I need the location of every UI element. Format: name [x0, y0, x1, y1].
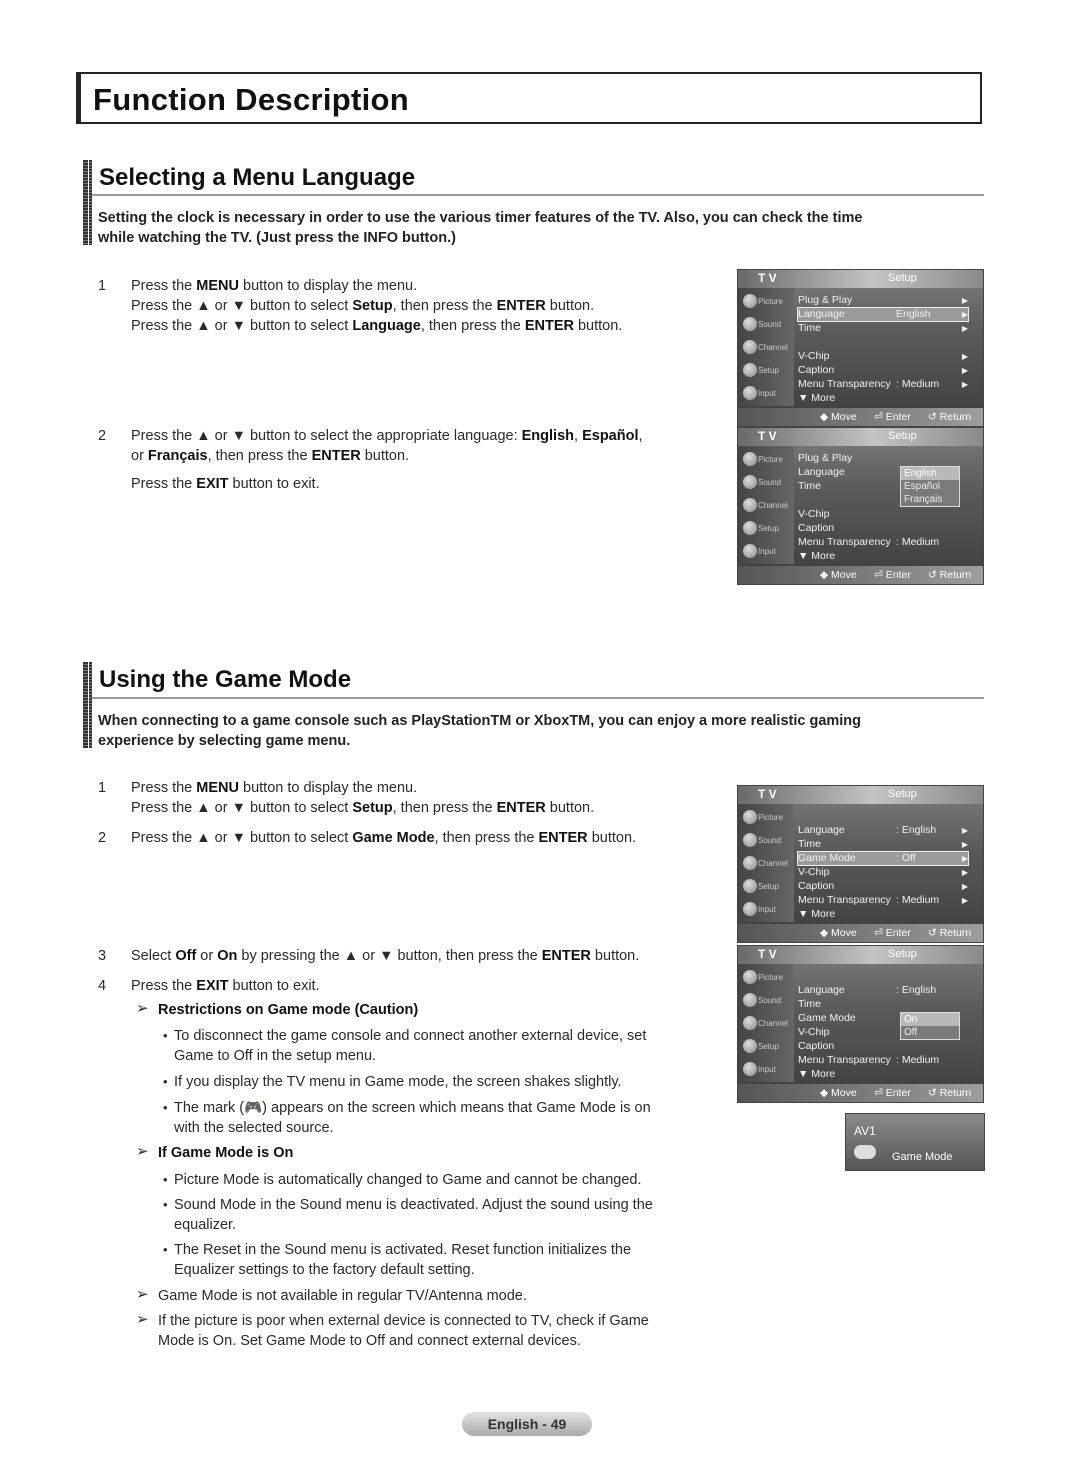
menu-category-label: Picture [758, 973, 783, 982]
menu-category-label: Sound [758, 996, 782, 1005]
bullet-icon: • [163, 1074, 168, 1089]
bold-term: English [521, 428, 575, 444]
menu-row-value: : Medium [896, 536, 940, 548]
menu-row-label: Plug & Play [798, 452, 853, 464]
footer-enter-hint: ⏎ Enter [874, 927, 911, 939]
menu-row-value: : English [896, 984, 937, 996]
menu-row-label: Time [798, 998, 821, 1010]
menu-category-icon [743, 993, 757, 1007]
section-bar-inner [89, 160, 92, 245]
menu-row[interactable] [798, 894, 968, 907]
intro-line: while watching the TV. (Just press the INFO button.) [98, 230, 456, 246]
menu-category-label: Input [758, 1065, 776, 1074]
menu-row-label: Plug & Play [798, 294, 853, 306]
menu-row[interactable] [798, 392, 968, 405]
footer-return-hint: ↺ Return [928, 411, 972, 423]
note-text [158, 1000, 418, 1020]
menu-row-label: ▼ More [798, 550, 836, 562]
bold-term: Setup [352, 298, 393, 314]
note-line: If the picture is poor when external device is connected to TV, check if Game [158, 1313, 649, 1329]
menu-row-label: Language [798, 308, 845, 320]
menu-row-label: Time [798, 480, 821, 492]
menu-row[interactable] [798, 294, 968, 307]
step-number: 2 [98, 830, 107, 846]
step-line: Press the ▲ or ▼ button to select Setup, then press the ENTER button. [131, 800, 595, 816]
menu-category-label: Setup [758, 1042, 779, 1051]
menu-title: Setup [888, 430, 917, 442]
chevron-right-icon: ▶ [961, 324, 968, 333]
menu-row-label: Menu Transparency [798, 378, 891, 390]
badge-source: AV1 [854, 1124, 876, 1138]
bold-term: MENU [196, 780, 239, 796]
bullet-line: The Reset in the Sound menu is activated. Reset function initializes the [174, 1242, 632, 1258]
menu-row-label: Time [798, 838, 821, 850]
menu-category-label: Picture [758, 813, 783, 822]
menu-category-icon [743, 856, 757, 870]
menu-row-value: : English [896, 824, 937, 836]
tv-menu-panel [737, 269, 984, 427]
bullet-icon: • [163, 1100, 168, 1115]
menu-tv-label: T V [758, 787, 777, 801]
menu-row[interactable] [798, 1054, 968, 1067]
step-number: 1 [98, 278, 107, 294]
bullet-text [174, 1170, 642, 1190]
bullet-line: If you display the TV menu in Game mode, the screen shakes slightly. [174, 1074, 622, 1090]
step-number: 3 [98, 948, 107, 964]
menu-row[interactable] [798, 536, 968, 549]
menu-category-label: Input [758, 389, 776, 398]
page-header [76, 72, 982, 124]
menu-option[interactable]: English [901, 467, 959, 480]
menu-row[interactable] [798, 308, 968, 321]
menu-footer [738, 1084, 983, 1102]
intro-line: experience by selecting game menu. [98, 733, 351, 749]
bullet-icon: • [163, 1028, 168, 1043]
bullet-text [174, 1240, 631, 1280]
footer-move-hint: ◆ Move [820, 1087, 857, 1099]
menu-category-icon [743, 1039, 757, 1053]
bullet-icon: • [163, 1172, 168, 1187]
footer-return-hint: ↺ Return [928, 927, 972, 939]
menu-title: Setup [888, 272, 917, 284]
bullet-line: Game to Off in the setup menu. [174, 1048, 377, 1064]
bullet-icon: • [163, 1242, 168, 1257]
bold-term: Language [352, 318, 421, 334]
bold-term: ENTER [311, 448, 361, 464]
step-body [131, 426, 643, 494]
footer-return-hint: ↺ Return [928, 569, 972, 581]
menu-category-icon [743, 833, 757, 847]
menu-row-label: V-Chip [798, 508, 830, 520]
menu-row[interactable] [798, 336, 968, 349]
section-bar-inner [89, 662, 92, 748]
menu-row[interactable] [798, 322, 968, 335]
step-line: Press the ▲ or ▼ button to select Setup, then press the ENTER button. [131, 298, 595, 314]
menu-category-label: Input [758, 547, 776, 556]
bold-term: Español [582, 428, 639, 444]
menu-footer [738, 408, 983, 426]
menu-row-value: : Off [896, 852, 916, 864]
note-text [158, 1286, 527, 1306]
menu-tv-label: T V [758, 429, 777, 443]
menu-category-label: Picture [758, 455, 783, 464]
footer-enter-hint: ⏎ Enter [874, 1087, 911, 1099]
arrow-icon: ➢ [136, 1143, 149, 1160]
menu-footer [738, 566, 983, 584]
bullet-line: Picture Mode is automatically changed to Game and cannot be changed. [174, 1172, 642, 1188]
bold-term: Français [147, 448, 208, 464]
chevron-right-icon: ▶ [961, 352, 968, 361]
menu-row-label: Caption [798, 1040, 835, 1052]
section-title-language: Selecting a Menu Language [99, 164, 416, 191]
bold-term: ENTER [541, 948, 591, 964]
menu-option-popup [900, 1012, 960, 1040]
bullet-line: Sound Mode in the Sound menu is deactivated. Adjust the sound using the [174, 1197, 653, 1213]
step-body [131, 828, 636, 848]
step-line: Select Off or On by pressing the ▲ or ▼ button, then press the ENTER button. [131, 948, 640, 964]
menu-row-label: Game Mode [798, 1012, 856, 1024]
menu-row[interactable] [798, 364, 968, 377]
menu-category-label: Setup [758, 882, 779, 891]
menu-row-label: Caption [798, 364, 835, 376]
menu-tv-label: T V [758, 947, 777, 961]
menu-row[interactable] [798, 452, 968, 465]
bullet-icon: • [163, 1197, 168, 1212]
step-body [131, 778, 594, 818]
menu-option[interactable]: Español [904, 481, 941, 492]
footer-return-hint: ↺ Return [928, 1087, 972, 1099]
menu-row[interactable] [798, 998, 968, 1011]
menu-category-label: Sound [758, 478, 782, 487]
step-body [131, 976, 320, 996]
note-text [158, 1143, 293, 1163]
bold-term: ENTER [496, 800, 546, 816]
note-line: Mode is On. Set Game Mode to Off and connect external devices. [158, 1333, 581, 1349]
menu-footer [738, 924, 983, 942]
bold-term: ENTER [524, 318, 574, 334]
bullet-text [174, 1098, 651, 1138]
footer-move-hint: ◆ Move [820, 569, 857, 581]
menu-category-icon [743, 902, 757, 916]
menu-category-icon [743, 475, 757, 489]
menu-row[interactable] [798, 1040, 968, 1053]
menu-row[interactable] [798, 508, 968, 521]
bold-term: ENTER [538, 830, 588, 846]
menu-category-icon [743, 386, 757, 400]
menu-category-icon [743, 970, 757, 984]
menu-option[interactable]: On [901, 1013, 959, 1026]
section-intro-game-mode [98, 711, 978, 751]
bullet-line: Equalizer settings to the factory default setting. [174, 1262, 475, 1278]
step-line: or Français, then press the ENTER button. [131, 448, 410, 464]
menu-option[interactable]: Off [904, 1027, 918, 1038]
menu-sidebar [738, 288, 794, 406]
bold-term: MENU [196, 278, 239, 294]
chevron-right-icon: ▶ [961, 840, 968, 849]
bold-term: Off [175, 948, 197, 964]
bold-term: EXIT [196, 476, 229, 492]
gamepad-icon [854, 1145, 876, 1159]
chevron-right-icon: ▶ [961, 896, 968, 905]
note-line: If Game Mode is On [158, 1145, 294, 1161]
bold-term: Game Mode [352, 830, 435, 846]
menu-row-value: : Medium [896, 378, 940, 390]
footer-move-hint: ◆ Move [820, 411, 857, 423]
chevron-right-icon: ▶ [961, 882, 968, 891]
menu-sidebar [738, 964, 794, 1082]
menu-row-label: ▼ More [798, 908, 836, 920]
section-title-game-mode: Using the Game Mode [99, 666, 352, 693]
menu-row[interactable] [798, 970, 968, 983]
menu-row-label: ▼ More [798, 1068, 836, 1080]
menu-header [738, 786, 983, 804]
note-line: Restrictions on Game mode (Caution) [158, 1002, 419, 1018]
menu-row[interactable] [798, 984, 968, 997]
menu-sidebar [738, 804, 794, 922]
menu-category-label: Channel [758, 343, 788, 352]
menu-row-label: V-Chip [798, 866, 830, 878]
footer-enter-hint: ⏎ Enter [874, 569, 911, 581]
section-rule [92, 697, 984, 699]
intro-line: Setting the clock is necessary in order to use the various timer features of the TV. Also, you can check the time [98, 210, 863, 226]
menu-row-label: Caption [798, 880, 835, 892]
arrow-icon: ➢ [136, 1311, 149, 1328]
menu-category-icon [743, 452, 757, 466]
menu-row[interactable] [798, 824, 968, 837]
menu-category-label: Channel [758, 501, 788, 510]
intro-line: When connecting to a game console such as PlayStationTM or XboxTM, you can enjoy a more realistic gaming [98, 713, 862, 729]
menu-category-label: Picture [758, 297, 783, 306]
arrow-icon: ➢ [136, 1000, 149, 1017]
step-line: Press the EXIT button to exit. [131, 476, 320, 492]
menu-category-icon [743, 498, 757, 512]
menu-row-label: Menu Transparency [798, 536, 891, 548]
menu-row[interactable] [798, 378, 968, 391]
step-body [131, 276, 622, 336]
menu-row[interactable] [798, 1068, 968, 1081]
step-number: 1 [98, 780, 107, 796]
step-line: Press the ▲ or ▼ button to select Game Mode, then press the ENTER button. [131, 830, 637, 846]
bullet-text [174, 1195, 653, 1235]
menu-row-value: : Medium [896, 894, 940, 906]
menu-category-icon [743, 810, 757, 824]
menu-row-label: Language [798, 466, 845, 478]
menu-category-label: Channel [758, 1019, 788, 1028]
menu-row-label: Caption [798, 522, 835, 534]
menu-row-label: V-Chip [798, 350, 830, 362]
step-body [131, 946, 639, 966]
section-intro-language [98, 208, 978, 248]
footer-move-hint: ◆ Move [820, 927, 857, 939]
arrow-icon: ➢ [136, 1286, 149, 1303]
menu-category-icon [743, 1062, 757, 1076]
note-line: Game Mode is not available in regular TV/Antenna mode. [158, 1288, 527, 1304]
tv-menu-panel [737, 427, 984, 585]
chevron-right-icon: ▶ [961, 868, 968, 877]
menu-category-label: Channel [758, 859, 788, 868]
menu-row[interactable] [798, 880, 968, 893]
menu-category-icon [743, 363, 757, 377]
note-text [158, 1311, 649, 1351]
menu-header [738, 428, 983, 446]
chevron-right-icon: ▶ [961, 826, 968, 835]
menu-sidebar [738, 446, 794, 564]
menu-title: Setup [888, 788, 917, 800]
menu-tv-label: T V [758, 271, 777, 285]
step-number: 2 [98, 428, 107, 444]
bullet-line: The mark (🎮) appears on the screen which means that Game Mode is on [174, 1100, 651, 1116]
menu-option[interactable]: Français [904, 494, 943, 505]
section-bar [83, 160, 88, 245]
menu-category-label: Input [758, 905, 776, 914]
menu-category-label: Setup [758, 524, 779, 533]
menu-row-value: : Medium [896, 1054, 940, 1066]
bullet-text [174, 1026, 646, 1066]
menu-category-icon [743, 317, 757, 331]
menu-row-label: Menu Transparency [798, 1054, 891, 1066]
menu-row-label: Language [798, 824, 845, 836]
menu-header [738, 270, 983, 288]
game-mode-badge [845, 1113, 985, 1171]
menu-row[interactable] [798, 838, 968, 851]
section-rule [92, 194, 984, 196]
section-bar [83, 662, 88, 748]
step-line: Press the MENU button to display the menu. [131, 780, 418, 796]
step-line: Press the ▲ or ▼ button to select the appropriate language: English, Español, [131, 428, 643, 444]
menu-row[interactable] [798, 550, 968, 563]
bullet-text [174, 1072, 622, 1092]
bullet-line: with the selected source. [174, 1120, 334, 1136]
bullet-line: To disconnect the game console and connect another external device, set [174, 1028, 647, 1044]
step-line [131, 466, 643, 474]
menu-row-label: V-Chip [798, 1026, 830, 1038]
menu-row[interactable] [798, 810, 968, 823]
menu-category-icon [743, 879, 757, 893]
badge-label: Game Mode [892, 1151, 953, 1163]
bold-term: Setup [352, 800, 393, 816]
menu-category-icon [743, 544, 757, 558]
menu-row-label: Time [798, 322, 821, 334]
chevron-right-icon: ▶ [961, 366, 968, 375]
menu-row-value: English [896, 308, 931, 320]
menu-row-label: Menu Transparency [798, 894, 891, 906]
menu-header [738, 946, 983, 964]
menu-category-label: Sound [758, 320, 782, 329]
tv-menu-panel [737, 945, 984, 1103]
menu-row[interactable] [798, 866, 968, 879]
step-line: Press the ▲ or ▼ button to select Language, then press the ENTER button. [131, 318, 623, 334]
chevron-right-icon: ▶ [961, 854, 968, 863]
bold-term: On [217, 948, 238, 964]
menu-row[interactable] [798, 350, 968, 363]
chevron-right-icon: ▶ [961, 310, 968, 319]
step-line: Press the MENU button to display the menu. [131, 278, 418, 294]
menu-category-icon [743, 340, 757, 354]
menu-category-label: Sound [758, 836, 782, 845]
step-line: Press the EXIT button to exit. [131, 978, 320, 994]
footer-enter-hint: ⏎ Enter [874, 411, 911, 423]
bold-term: ENTER [496, 298, 546, 314]
step-number: 4 [98, 978, 107, 994]
menu-option-popup [900, 466, 960, 507]
chevron-right-icon: ▶ [961, 380, 968, 389]
tv-menu-panel [737, 785, 984, 943]
page-number: English - 49 [462, 1412, 592, 1436]
chevron-right-icon: ▶ [961, 296, 968, 305]
page-title: Function Description [93, 82, 409, 117]
menu-title: Setup [888, 948, 917, 960]
menu-row-label: Game Mode [798, 852, 856, 864]
menu-row-label: ▼ More [798, 392, 836, 404]
bullet-line: equalizer. [174, 1217, 237, 1233]
menu-category-icon [743, 1016, 757, 1030]
menu-category-icon [743, 294, 757, 308]
menu-row[interactable] [798, 852, 968, 865]
bold-term: EXIT [196, 978, 229, 994]
menu-row[interactable] [798, 908, 968, 921]
menu-row[interactable] [798, 522, 968, 535]
menu-row-label: Language [798, 984, 845, 996]
menu-category-label: Setup [758, 366, 779, 375]
menu-category-icon [743, 521, 757, 535]
